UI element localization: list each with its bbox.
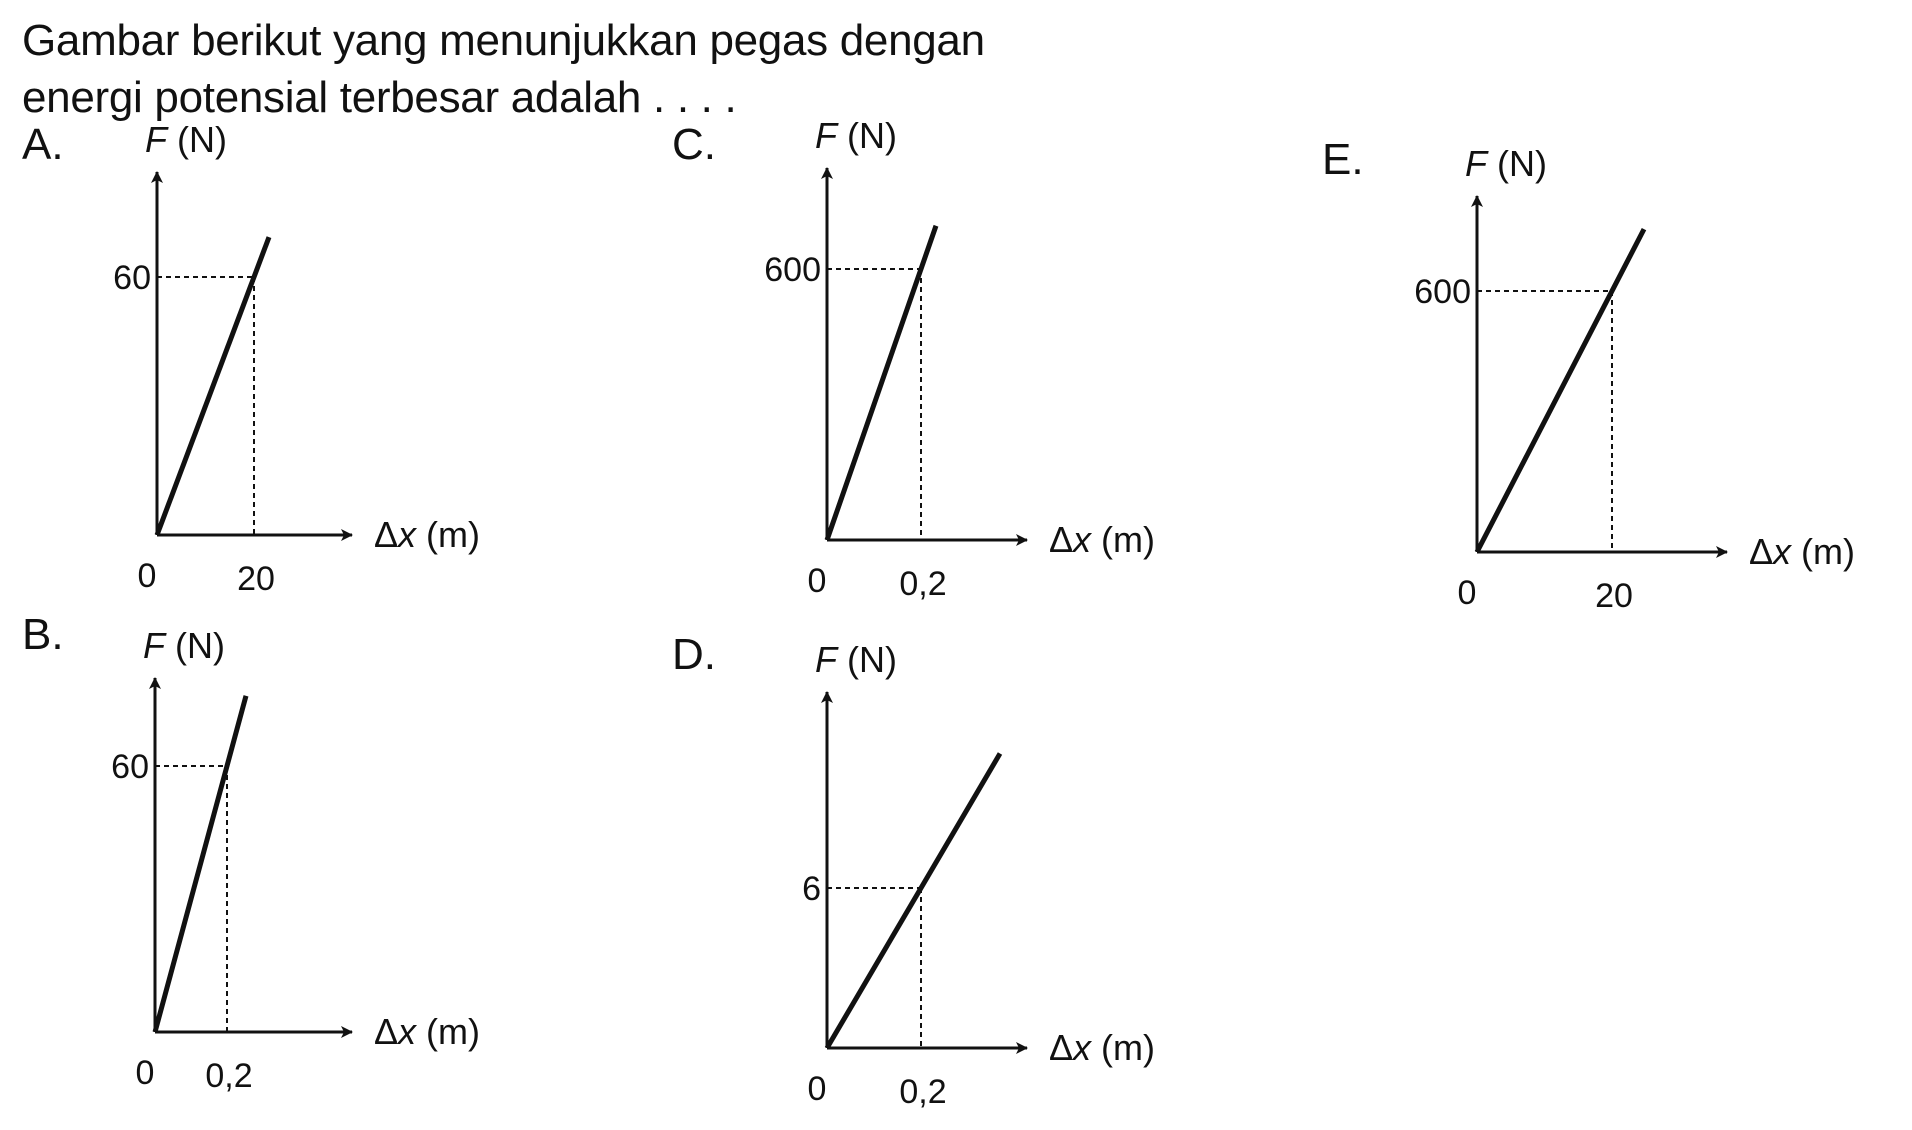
x-axis-variable: x xyxy=(398,514,417,555)
option-letter: B. xyxy=(22,610,64,659)
x-axis-unit: (m) xyxy=(1801,531,1856,572)
question-line-2: energi potensial terbesar adalah . . . . xyxy=(22,73,737,122)
x-axis-label xyxy=(374,1011,480,1052)
origin-tick-label: 0 xyxy=(135,1054,155,1092)
option-e-graph xyxy=(1322,120,1882,640)
force-extension-chart xyxy=(672,115,1232,640)
origin-tick-label: 0 xyxy=(807,562,827,600)
x-axis-label xyxy=(1049,519,1155,560)
question-text xyxy=(22,12,1002,126)
option-letter: A. xyxy=(22,120,64,169)
y-tick-label: 600 xyxy=(764,251,821,289)
x-axis-label xyxy=(1749,531,1855,572)
x-axis-variable: x xyxy=(1073,519,1092,560)
x-axis-unit: (m) xyxy=(426,514,481,555)
y-tick-label: 6 xyxy=(802,870,821,908)
option-c-graph xyxy=(672,115,1232,640)
force-extension-chart xyxy=(22,119,582,640)
y-axis-variable: F xyxy=(145,119,167,160)
option-letter: D. xyxy=(672,630,716,679)
force-extension-chart xyxy=(22,620,582,1120)
force-extension-chart xyxy=(672,630,1232,1130)
y-axis-label xyxy=(143,625,225,666)
series-line xyxy=(155,696,246,1032)
x-axis-variable: x xyxy=(1073,1027,1092,1068)
y-tick-label: 600 xyxy=(1414,273,1471,311)
origin-tick-label: 0 xyxy=(807,1070,827,1108)
y-axis-unit: (N) xyxy=(177,119,227,160)
y-axis-unit: (N) xyxy=(1497,143,1547,184)
option-letter: C. xyxy=(672,120,716,169)
x-axis-delta: Δ xyxy=(1049,519,1074,560)
y-axis-variable: F xyxy=(143,625,165,666)
y-tick-label: 60 xyxy=(111,748,149,786)
option-letter: E. xyxy=(1322,135,1364,184)
origin-tick-label: 0 xyxy=(137,557,157,595)
x-tick-label: 0,2 xyxy=(899,1073,947,1111)
series-line xyxy=(1477,229,1644,552)
y-axis-unit: (N) xyxy=(847,115,897,156)
x-tick-label: 0,2 xyxy=(899,565,947,603)
x-axis-label xyxy=(374,514,480,555)
x-axis-delta: Δ xyxy=(1749,531,1774,572)
y-axis-label xyxy=(815,639,897,680)
option-d-graph xyxy=(672,610,1232,1130)
y-axis-label xyxy=(1465,143,1547,184)
x-axis-label xyxy=(1049,1027,1155,1068)
y-axis-variable: F xyxy=(1465,143,1487,184)
x-tick-label: 20 xyxy=(1595,577,1633,615)
x-tick-label: 20 xyxy=(237,560,275,598)
y-axis-label xyxy=(145,119,227,160)
x-axis-variable: x xyxy=(1773,531,1792,572)
series-line xyxy=(827,754,1000,1048)
x-axis-delta: Δ xyxy=(374,514,399,555)
x-axis-delta: Δ xyxy=(1049,1027,1074,1068)
y-axis-variable: F xyxy=(815,639,837,680)
origin-tick-label: 0 xyxy=(1457,574,1477,612)
option-a-graph xyxy=(22,120,582,640)
y-axis-unit: (N) xyxy=(175,625,225,666)
option-b-graph xyxy=(22,600,582,1120)
x-axis-unit: (m) xyxy=(1101,1027,1156,1068)
y-axis-variable: F xyxy=(815,115,837,156)
x-tick-label: 0,2 xyxy=(205,1057,253,1095)
x-axis-delta: Δ xyxy=(374,1011,399,1052)
y-tick-label: 60 xyxy=(113,259,151,297)
y-axis-label xyxy=(815,115,897,156)
series-line xyxy=(157,237,269,535)
force-extension-chart xyxy=(1322,140,1882,640)
question-line-1: Gambar berikut yang menunjukkan pegas dengan xyxy=(22,16,985,65)
x-axis-variable: x xyxy=(398,1011,417,1052)
series-line xyxy=(827,226,936,540)
y-axis-unit: (N) xyxy=(847,639,897,680)
x-axis-unit: (m) xyxy=(1101,519,1156,560)
x-axis-unit: (m) xyxy=(426,1011,481,1052)
